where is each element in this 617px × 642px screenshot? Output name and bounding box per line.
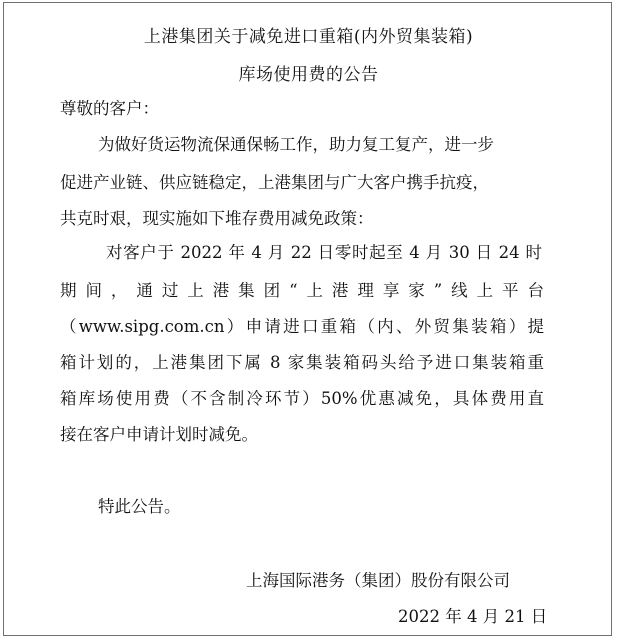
paragraph-2-line: 对客户于 2022 年 4 月 22 日零时起至 4 月 30 日 24 时 [106,243,542,262]
paragraph-2-line: 接在客户申请计划时减免。 [60,425,258,444]
signer-name: 上海国际港务（集团）股份有限公司 [246,571,510,590]
paragraph-1-line: 共克时艰，现实施如下堆存费用减免政策： [60,209,374,228]
notice-title-line-1: 上港集团关于减免进口重箱(内外贸集装箱) [143,27,474,47]
notice-title-line-2: 库场使用费的公告 [238,65,379,85]
paragraph-2-line: 箱计划的，上港集团下属 8 家集装箱码头给予进口集装箱重 [60,353,544,372]
paragraph-2-line: 期间，通过上港集团“上港理享家”线上平台 [60,281,544,300]
paragraph-2-line: 箱库场使用费（不含制冷环节）50%优惠减免，具体费用直 [60,389,544,408]
paragraph-1-line: 为做好货运物流保通保畅工作，助力复工复产，进一步 [98,135,494,154]
closing-text: 特此公告。 [98,497,181,516]
paragraph-1-line: 促进产业链、供应链稳定，上港集团与广大客户携手抗疫， [60,173,489,192]
salutation: 尊敬的客户： [60,99,159,118]
notice-date: 2022 年 4 月 21 日 [398,607,548,626]
paragraph-2-line: （www.sipg.com.cn）申请进口重箱（内、外贸集装箱）提 [60,317,544,336]
